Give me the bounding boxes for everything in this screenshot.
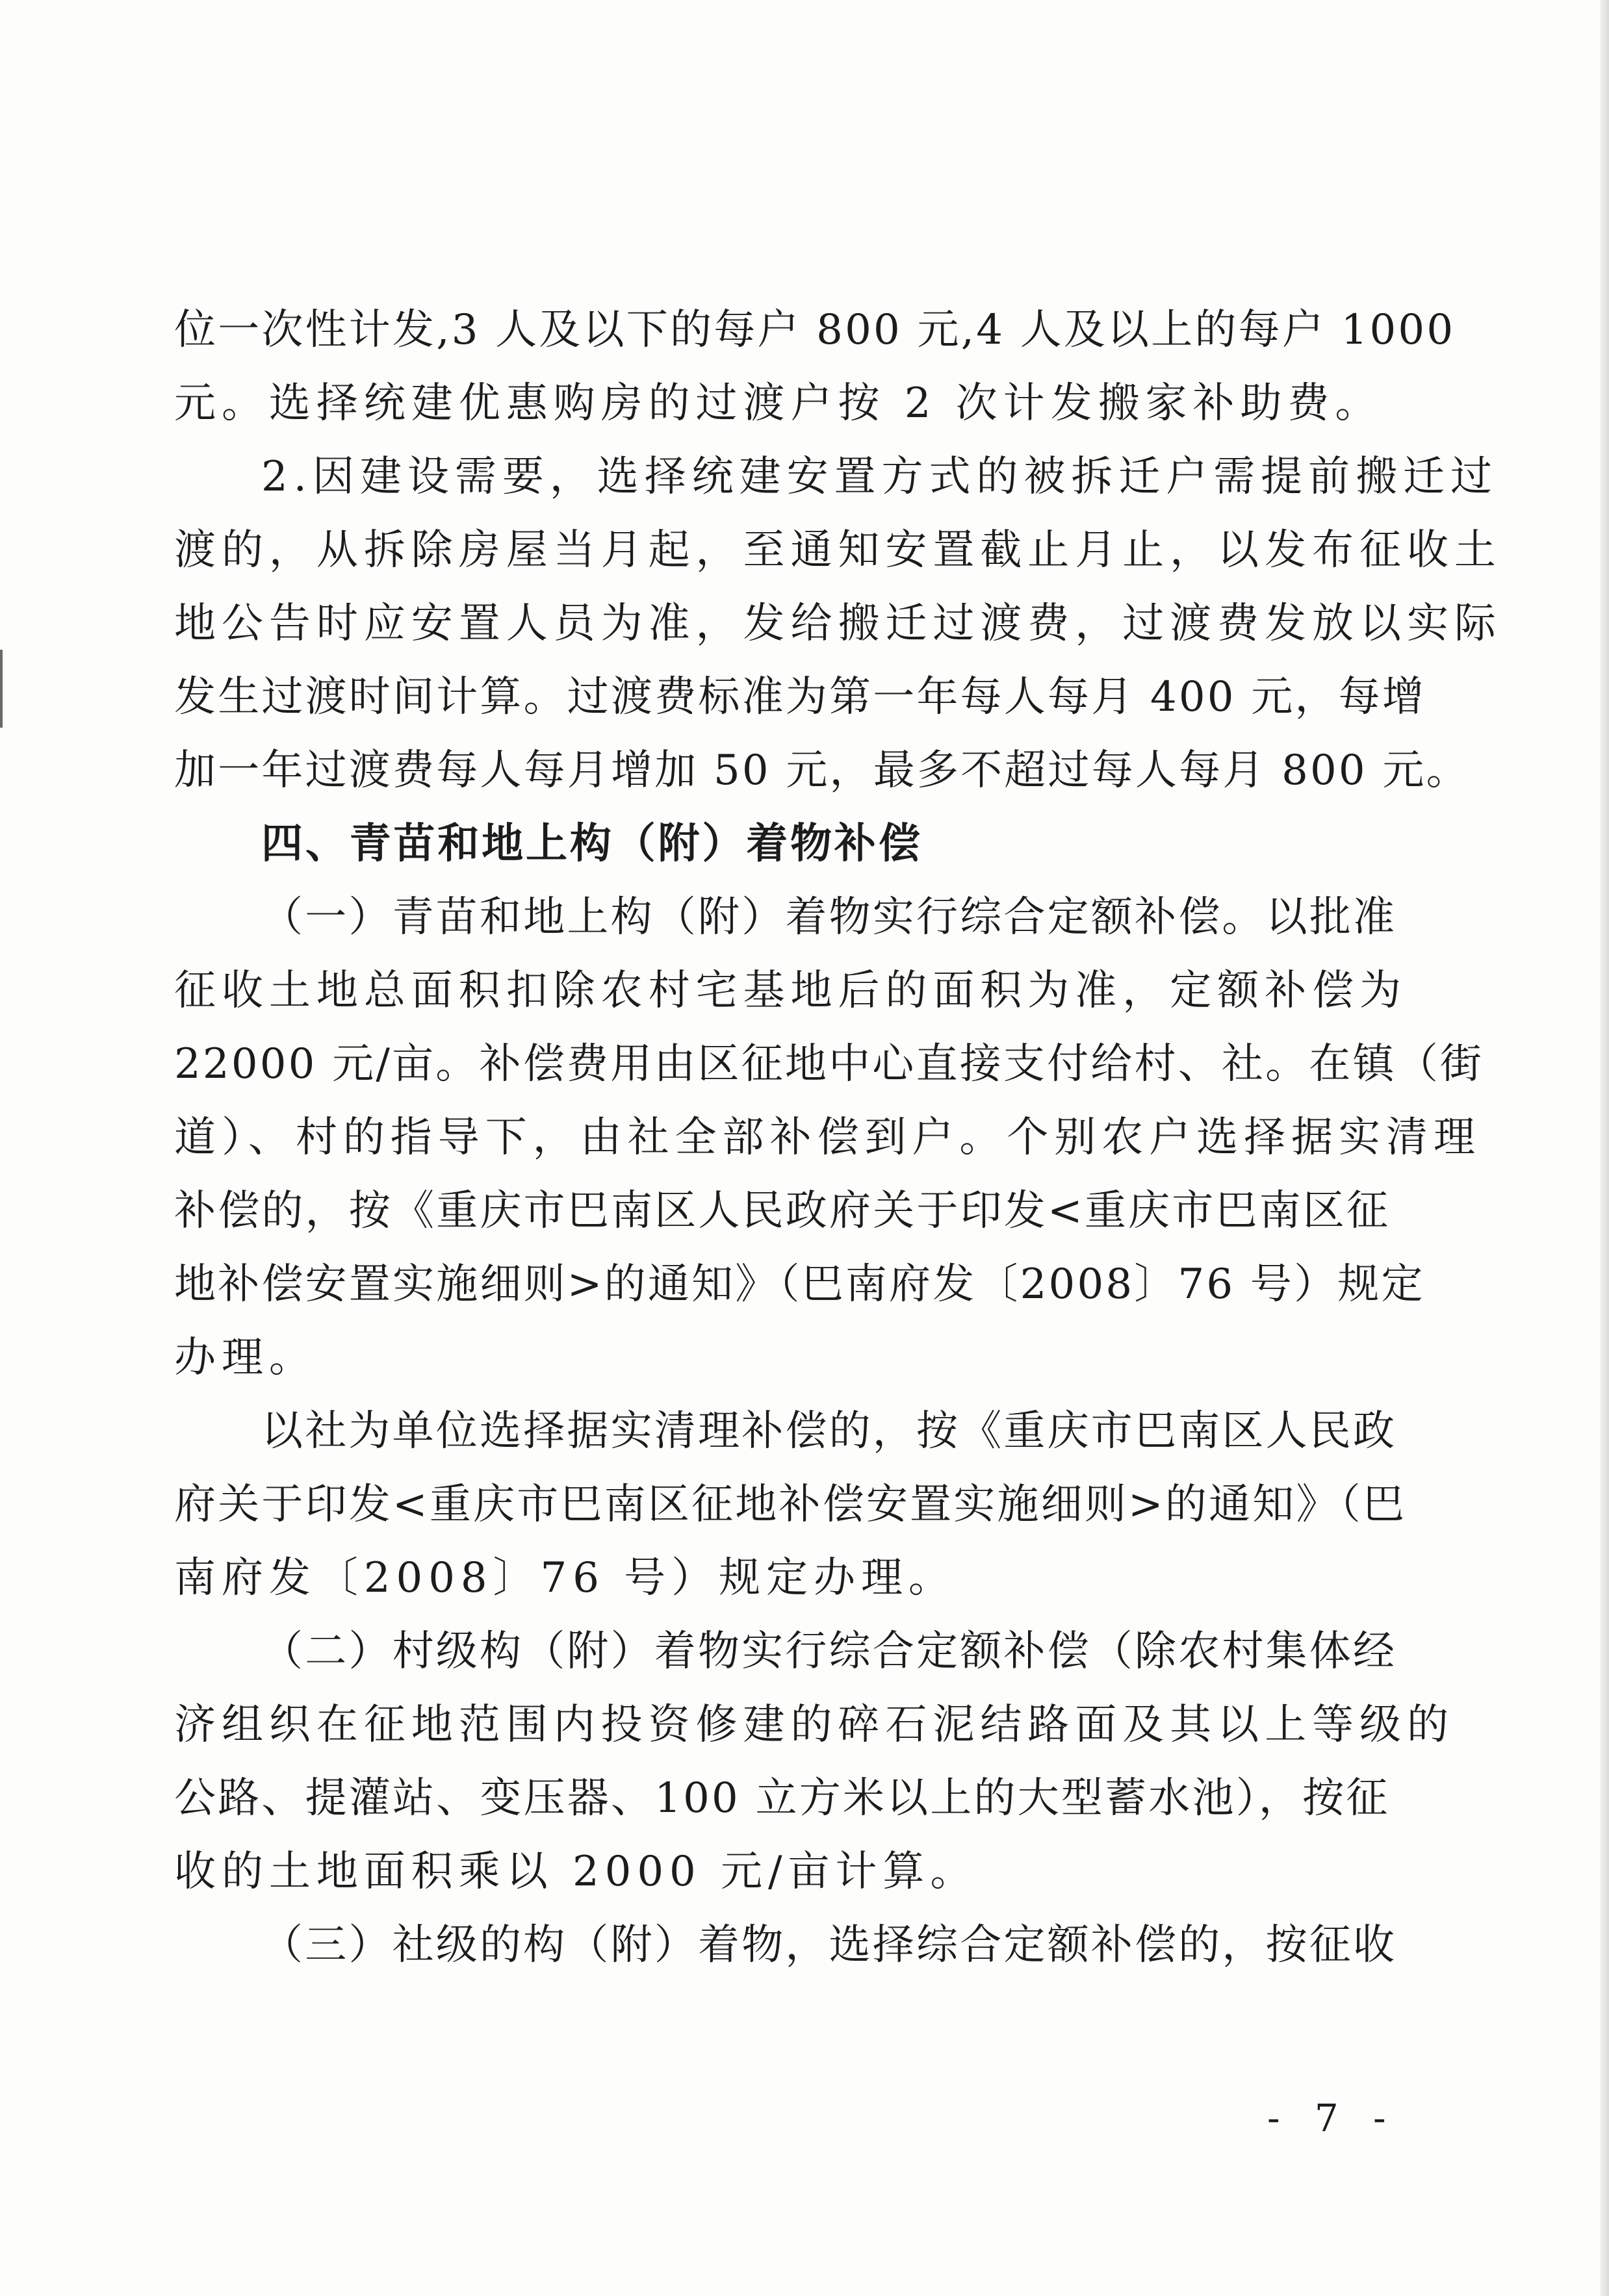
- paragraph-line: 地公告时应安置人员为准，发给搬迁过渡费，过渡费发放以实际: [174, 600, 1502, 648]
- paragraph-line: 位一次性计发,3 人及以下的每户 800 元,4 人及以上的每户 1000: [174, 306, 1456, 354]
- paragraph-line: （二）村级构（附）着物实行综合定额补偿（除农村集体经: [261, 1627, 1397, 1676]
- paragraph-line: 以社为单位选择据实清理补偿的，按《重庆市巴南区人民政: [261, 1407, 1397, 1455]
- paragraph-line: 征收土地总面积扣除农村宅基地后的面积为准，定额补偿为: [174, 967, 1407, 1015]
- paragraph-line: 办理。: [174, 1334, 316, 1382]
- scan-edge-shadow: [1600, 0, 1609, 2296]
- paragraph-line: 道）、村的指导下，由社全部补偿到户。个别农户选择据实清理: [174, 1114, 1481, 1162]
- paragraph-line: 2.因建设需要，选择统建安置方式的被拆迁户需提前搬迁过: [261, 453, 1498, 501]
- paragraph-line: 府关于印发<重庆市巴南区征地补偿安置实施细则>的通知》（巴: [174, 1481, 1407, 1529]
- page-number: - 7 -: [1267, 2096, 1397, 2140]
- paragraph-line: 发生过渡时间计算。过渡费标准为第一年每人每月 400 元，每增: [174, 673, 1426, 721]
- paragraph-line: （三）社级的构（附）着物，选择综合定额补偿的，按征收: [261, 1921, 1397, 1969]
- paragraph-line: 公路、提灌站、变压器、100 立方米以上的大型蓄水池），按征: [174, 1774, 1390, 1822]
- paragraph-line: 南府发〔2008〕76 号）规定办理。: [174, 1554, 956, 1602]
- paragraph-line: 加一年过渡费每人每月增加 50 元，最多不超过每人每月 800 元。: [174, 746, 1470, 795]
- paragraph-line: 22000 元/亩。补偿费用由区征地中心直接支付给村、社。在镇（街: [174, 1040, 1484, 1088]
- paragraph-line: （一）青苗和地上构（附）着物实行综合定额补偿。以批准: [261, 893, 1397, 941]
- paragraph-line: 济组织在征地范围内投资修建的碎石泥结路面及其以上等级的: [174, 1701, 1454, 1749]
- paragraph-line: 渡的，从拆除房屋当月起，至通知安置截止月止，以发布征收土: [174, 526, 1502, 574]
- paragraph-line: 元。选择统建优惠购房的过渡户按 2 次计发搬家补助费。: [174, 379, 1383, 427]
- paragraph-line: 地补偿安置实施细则>的通知》（巴南府发〔2008〕76 号）规定: [174, 1260, 1425, 1308]
- paragraph-line: 收的土地面积乘以 2000 元/亩计算。: [174, 1848, 978, 1896]
- paragraph-line: 补偿的，按《重庆市巴南区人民政府关于印发<重庆市巴南区征: [174, 1187, 1391, 1235]
- section-heading: 四、青苗和地上构（附）着物补偿: [261, 820, 923, 868]
- document-body: [174, 294, 1502, 1982]
- margin-binding-mark: [0, 650, 3, 728]
